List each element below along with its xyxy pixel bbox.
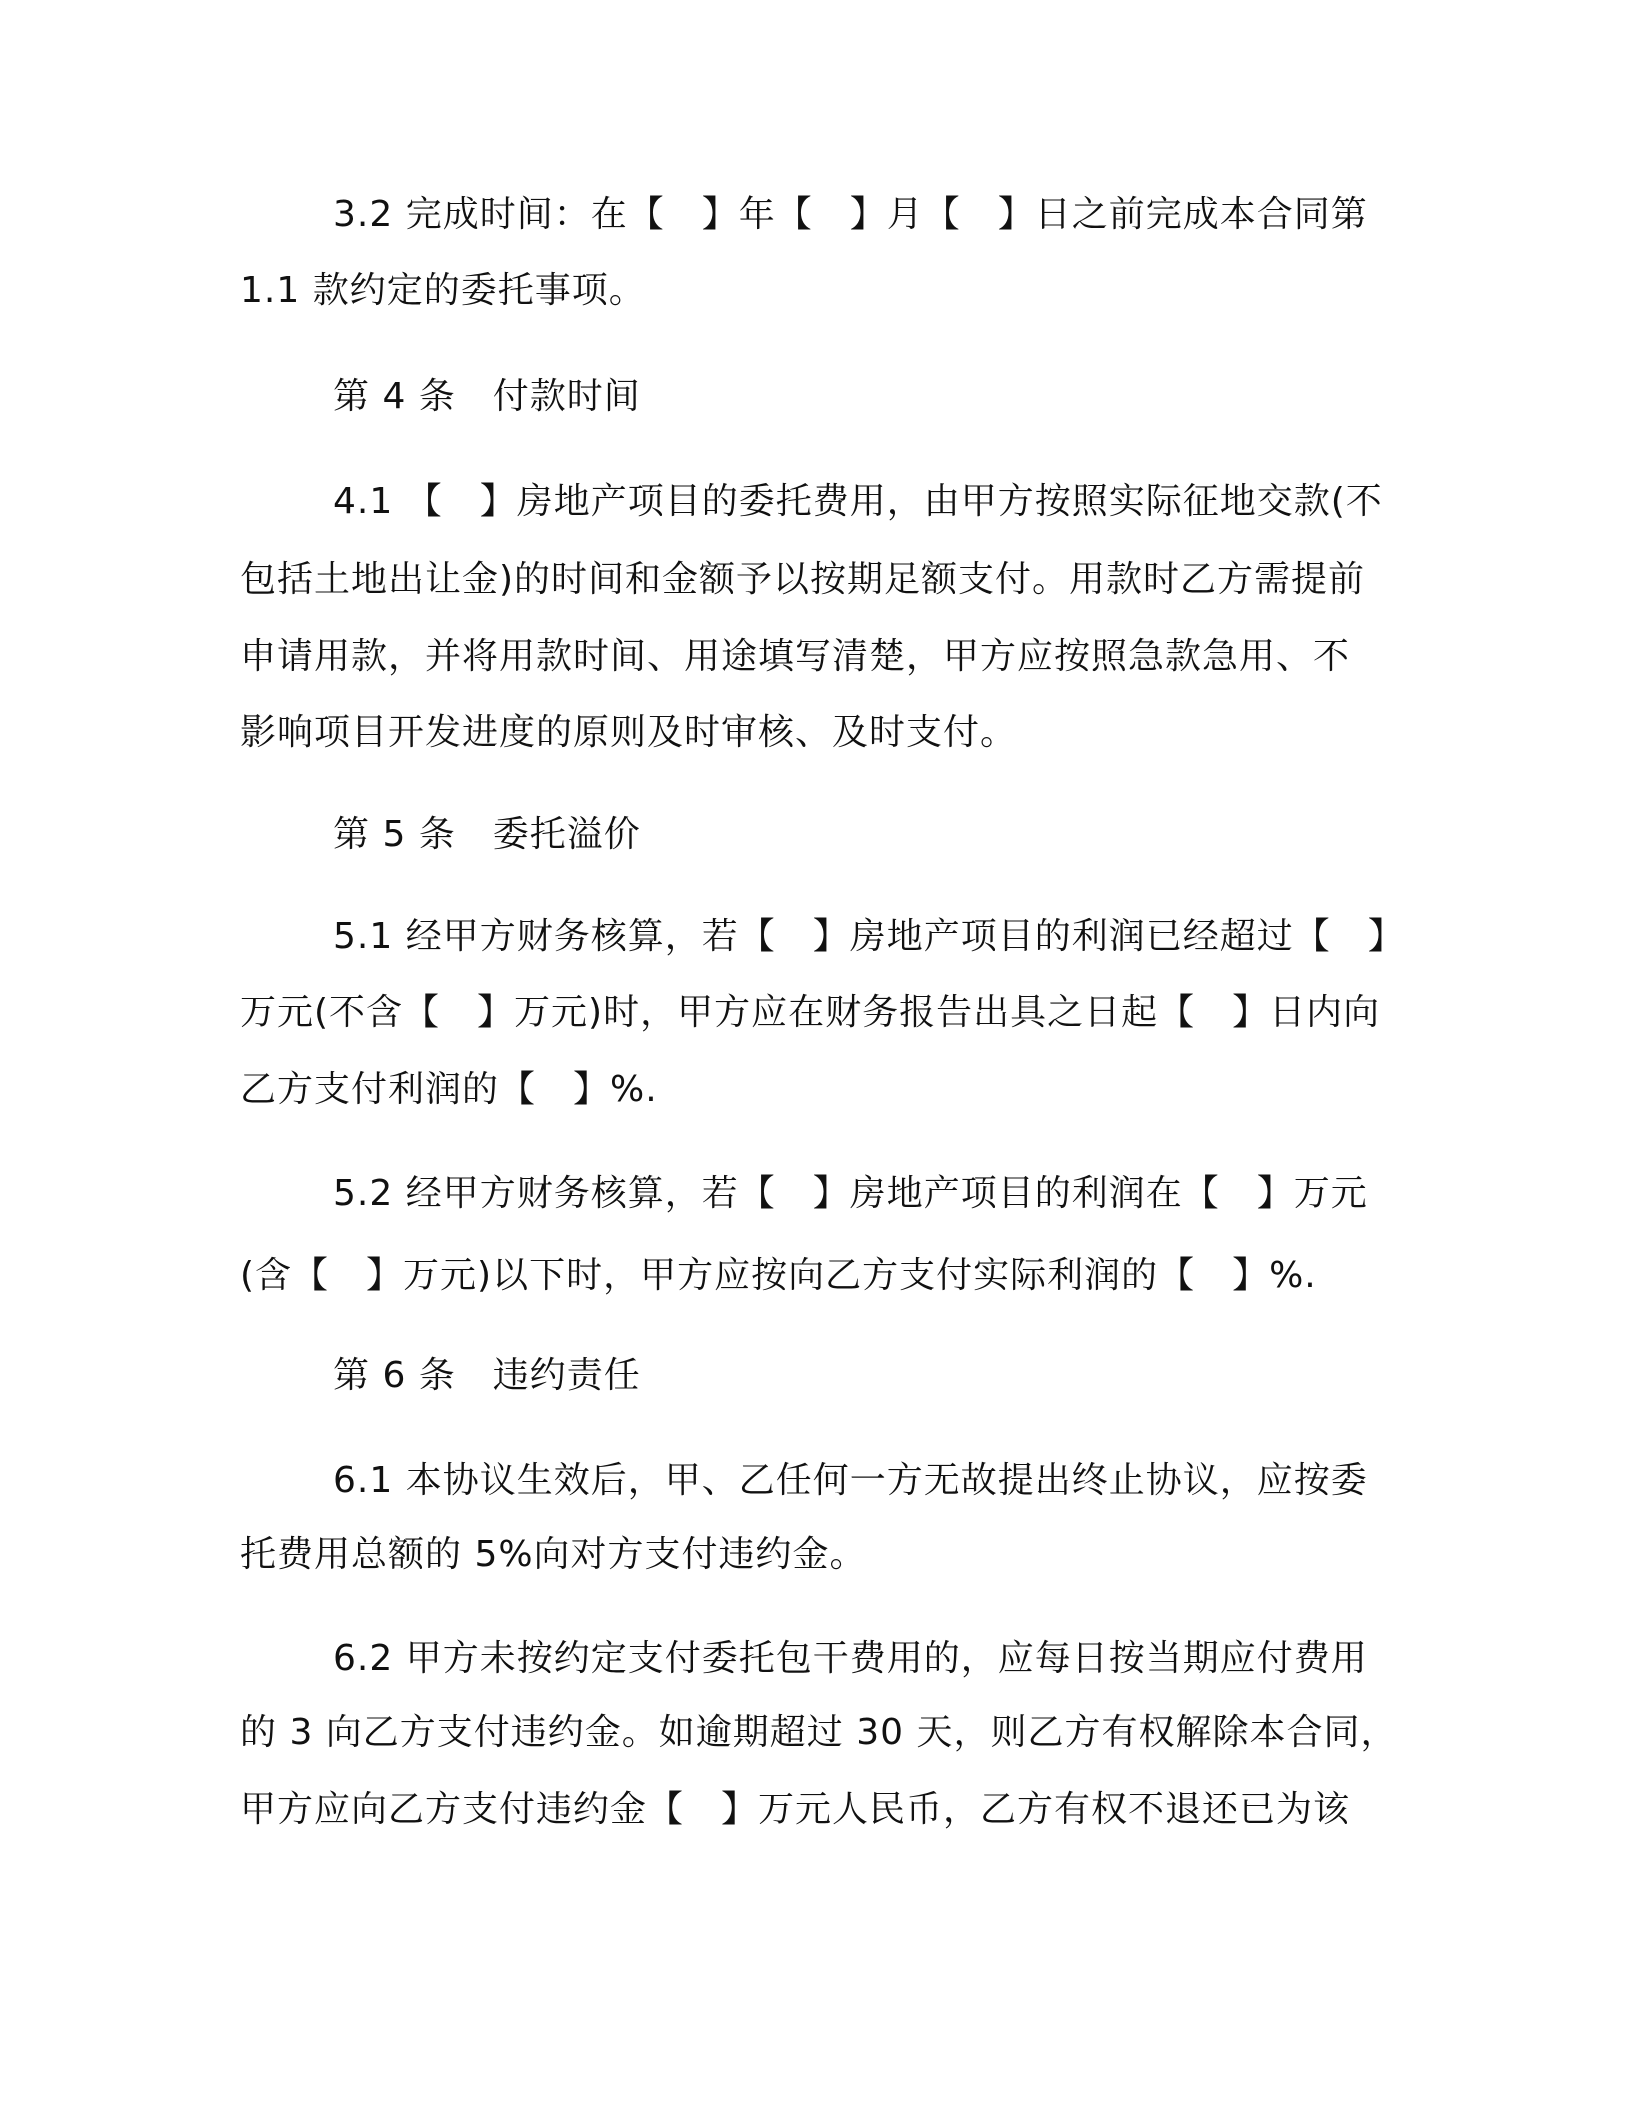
clause-4-1-line-2: 包括土地出让金)的时间和金额予以按期足额支付。用款时乙方需提前: [240, 559, 1366, 600]
clause-6-2-line-1: 6.2 甲方未按约定支付委托包干费用的，应每日按当期应付费用: [333, 1638, 1368, 1679]
clause-5-1-line-1: 5.1 经甲方财务核算，若【 】房地产项目的利润已经超过【 】: [333, 916, 1405, 957]
clause-4-1-line-4: 影响项目开发进度的原则及时审核、及时支付。: [240, 712, 1018, 753]
clause-5-2-line-1: 5.2 经甲方财务核算，若【 】房地产项目的利润在【 】万元: [333, 1173, 1368, 1214]
clause-5-1-line-2: 万元(不含【 】万元)时，甲方应在财务报告出具之日起【 】日内向: [240, 992, 1381, 1033]
clause-6-1-line-1: 6.1 本协议生效后，甲、乙任何一方无故提出终止协议，应按委: [333, 1460, 1368, 1501]
clause-3-2-line-2: 1.1 款约定的委托事项。: [240, 270, 646, 311]
clause-4-1-line-3: 申请用款，并将用款时间、用途填写清楚，甲方应按照急款急用、不: [240, 636, 1351, 677]
clause-6-2-line-3: 甲方应向乙方支付违约金【 】万元人民币，乙方有权不退还已为该: [240, 1789, 1351, 1830]
clause-5-2-line-2: (含【 】万元)以下时，甲方应按向乙方支付实际利润的【 】%.: [240, 1255, 1317, 1296]
clause-6-1-line-2: 托费用总额的 5%向对方支付违约金。: [240, 1534, 867, 1575]
clause-4-1-line-1: 4.1 【 】房地产项目的委托费用，由甲方按照实际征地交款(不: [333, 481, 1383, 522]
clause-6-2-line-2: 的 3 向乙方支付违约金。如逾期超过 30 天，则乙方有权解除本合同，: [240, 1712, 1398, 1753]
clause-5-1-line-3: 乙方支付利润的【 】%.: [240, 1069, 658, 1110]
article-6-heading: 第 6 条 违约责任: [333, 1355, 641, 1396]
article-5-heading: 第 5 条 委托溢价: [333, 814, 641, 855]
clause-3-2-line-1: 3.2 完成时间：在【 】年【 】月【 】日之前完成本合同第: [333, 194, 1368, 235]
article-4-heading: 第 4 条 付款时间: [333, 376, 641, 417]
